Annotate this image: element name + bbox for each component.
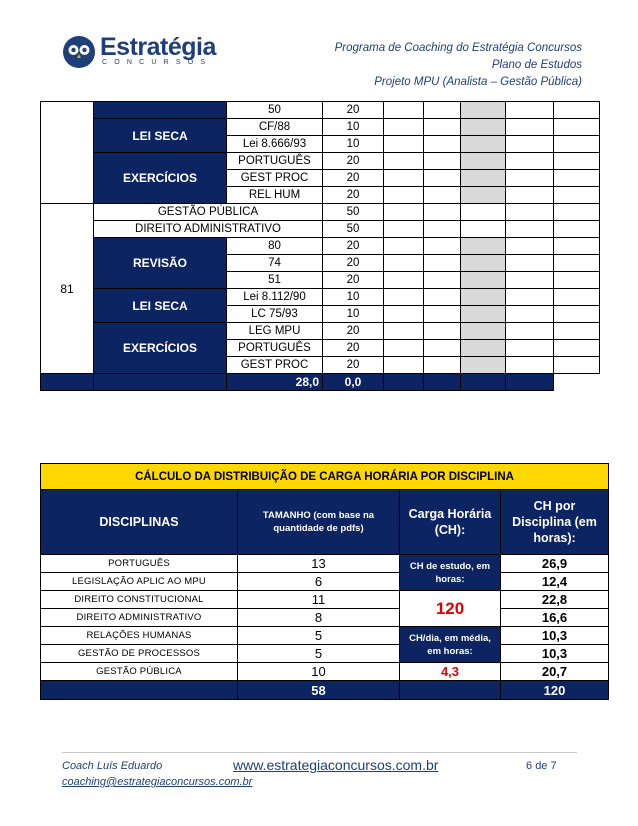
owl-icon — [62, 35, 96, 69]
wide-item-cell: DIREITO ADMINISTRATIVO — [94, 221, 323, 238]
exercicios-label: EXERCÍCIOS — [94, 153, 227, 204]
qty-cell: 20 — [323, 102, 384, 119]
item-cell: 50 — [227, 102, 323, 119]
table-row — [41, 221, 600, 238]
discipline-name: RELAÇÕES HUMANAS — [41, 627, 238, 645]
item-cell: LEG MPU — [227, 323, 323, 340]
item-cell: 74 — [227, 255, 323, 272]
header-line-project: Projeto MPU (Analista – Gestão Pública) — [374, 76, 582, 88]
item-cell: CF/88 — [227, 119, 323, 136]
qty-cell: 20 — [323, 340, 384, 357]
table-row — [41, 645, 609, 663]
table-row — [41, 609, 609, 627]
page-number — [526, 760, 557, 772]
table-row — [41, 555, 609, 573]
email-link[interactable]: coaching@estrategiaconcursos.com.br — [62, 776, 253, 788]
total-hours: 28,0 — [227, 374, 323, 391]
discipline-ch: 10,3 — [501, 645, 609, 663]
wide-item-cell: GESTÃO PÚBLICA — [94, 204, 323, 221]
table-row — [41, 238, 600, 255]
table-row — [41, 323, 600, 340]
discipline-name: DIREITO ADMINISTRATIVO — [41, 609, 238, 627]
item-cell: LC 75/93 — [227, 306, 323, 323]
qty-cell: 20 — [323, 170, 384, 187]
discipline-size: 11 — [238, 591, 400, 609]
item-cell: Lei 8.112/90 — [227, 289, 323, 306]
coach-name: Coach Luís Eduardo — [62, 760, 163, 772]
total-size: 58 — [238, 681, 400, 700]
discipline-ch: 22,8 — [501, 591, 609, 609]
logo-text: Estratégia — [100, 33, 216, 61]
discipline-size: 13 — [238, 555, 400, 573]
discipline-ch: 10,3 — [501, 627, 609, 645]
qty-cell: 20 — [323, 187, 384, 204]
item-cell: 51 — [227, 272, 323, 289]
item-cell: GEST PROC — [227, 170, 323, 187]
discipline-name: GESTÃO DE PROCESSOS — [41, 645, 238, 663]
distribution-table — [40, 463, 609, 700]
blank-label-cell — [94, 102, 227, 119]
discipline-size: 8 — [238, 609, 400, 627]
logo-subtitle: CONCURSOS — [102, 59, 213, 66]
discipline-name: GESTÃO PÚBLICA — [41, 663, 238, 681]
website-link[interactable]: www.estrategiaconcursos.com.br — [233, 757, 439, 773]
qty-cell: 10 — [323, 119, 384, 136]
item-cell: REL HUM — [227, 187, 323, 204]
ch-estudo-label: CH de estudo, em horas: — [400, 555, 501, 591]
table-row — [41, 153, 600, 170]
ch-estudo-value: 120 — [400, 591, 501, 627]
discipline-size: 10 — [238, 663, 400, 681]
qty-cell: 20 — [323, 255, 384, 272]
item-cell: PORTUGUÊS — [227, 340, 323, 357]
table-row — [41, 573, 609, 591]
header-line-plan: Plano de Estudos — [491, 59, 582, 71]
footer-divider — [62, 752, 577, 753]
discipline-name: DIREITO CONSTITUCIONAL — [41, 591, 238, 609]
table-row — [41, 119, 600, 136]
item-cell: PORTUGUÊS — [227, 153, 323, 170]
revisao-label: REVISÃO — [94, 238, 227, 289]
day-number: 81 — [41, 204, 94, 374]
table-row — [41, 204, 600, 221]
total-row — [41, 681, 609, 700]
header-disciplinas: DISCIPLINAS — [41, 490, 238, 555]
qty-cell: 20 — [323, 323, 384, 340]
discipline-size: 5 — [238, 627, 400, 645]
distribution-title: CÁLCULO DA DISTRIBUIÇÃO DE CARGA HORÁRIA POR DISCIPLINA — [41, 464, 609, 490]
qty-cell: 50 — [323, 204, 384, 221]
total-done: 0,0 — [323, 374, 384, 391]
lei-seca-label: LEI SECA — [94, 119, 227, 153]
page-separator: de — [535, 760, 548, 772]
table-row — [41, 627, 609, 645]
table-row — [41, 102, 600, 119]
discipline-name: LEGISLAÇÃO APLIC AO MPU — [41, 573, 238, 591]
discipline-ch: 26,9 — [501, 555, 609, 573]
table-row — [41, 663, 609, 681]
study-schedule-table — [40, 101, 600, 391]
qty-cell: 20 — [323, 153, 384, 170]
header-tamanho: TAMANHO (com base na quantidade de pdfs) — [238, 490, 400, 555]
estrategia-logo — [62, 33, 216, 73]
page-total: 7 — [550, 760, 557, 772]
discipline-name: PORTUGUÊS — [41, 555, 238, 573]
item-cell: Lei 8.666/93 — [227, 136, 323, 153]
qty-cell: 20 — [323, 238, 384, 255]
header-ch-por-disciplina: CH por Disciplina (em horas): — [501, 490, 609, 555]
ch-dia-value: 4,3 — [400, 663, 501, 681]
discipline-size: 6 — [238, 573, 400, 591]
qty-cell: 10 — [323, 289, 384, 306]
item-cell: GEST PROC — [227, 357, 323, 374]
discipline-ch: 16,6 — [501, 609, 609, 627]
qty-cell: 10 — [323, 136, 384, 153]
ch-dia-label: CH/dia, em média, em horas: — [400, 627, 501, 663]
total-row — [41, 374, 600, 391]
qty-cell: 10 — [323, 306, 384, 323]
header-carga-horaria: Carga Horária (CH): — [400, 490, 501, 555]
total-ch: 120 — [501, 681, 609, 700]
discipline-size: 5 — [238, 645, 400, 663]
discipline-ch: 12,4 — [501, 573, 609, 591]
qty-cell: 50 — [323, 221, 384, 238]
qty-cell: 20 — [323, 357, 384, 374]
qty-cell: 20 — [323, 272, 384, 289]
exercicios-label: EXERCÍCIOS — [94, 323, 227, 374]
lei-seca-label: LEI SECA — [94, 289, 227, 323]
table-row — [41, 289, 600, 306]
page-current: 6 — [526, 760, 533, 772]
item-cell: 80 — [227, 238, 323, 255]
discipline-ch: 20,7 — [501, 663, 609, 681]
table-row — [41, 591, 609, 609]
header-block — [335, 40, 582, 91]
prev-day-cell — [41, 102, 94, 204]
header-line-program: Programa de Coaching do Estratégia Concursos — [334, 42, 582, 54]
